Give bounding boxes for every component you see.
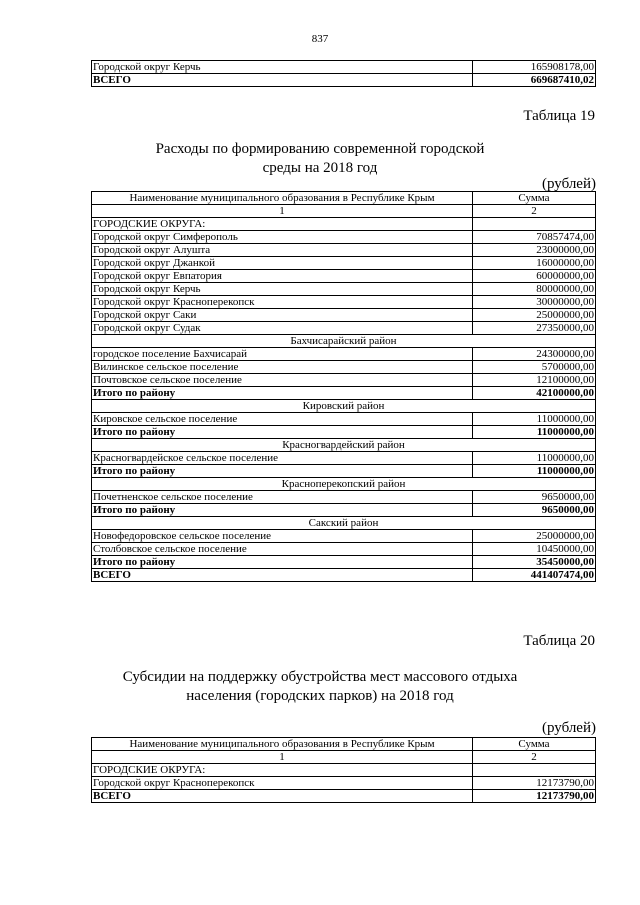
grand-total-row [92,569,596,582]
table19-title-line2: среды на 2018 год [262,160,378,176]
table-row [92,413,596,426]
row-name: Городской округ Керчь [92,283,473,296]
district-total-row [92,504,596,517]
grand-total-label: ВСЕГО [92,790,473,803]
row-name: Городской округ Саки [92,309,473,322]
district-name: Красноперекопский район [92,478,596,491]
row-value: 11000000,00 [473,452,596,465]
section-row [92,764,596,777]
row-value: 60000000,00 [473,270,596,283]
col2-header: Сумма [473,738,596,751]
total-row [92,74,596,87]
row-name: Почтовское сельское поселение [92,374,473,387]
table-row [92,348,596,361]
district-header [92,335,596,348]
district-total-row [92,556,596,569]
district-name: Кировский район [92,400,596,413]
table-row [92,543,596,556]
row-value: 25000000,00 [473,309,596,322]
table-row [92,231,596,244]
district-header [92,517,596,530]
row-name: Почетненское сельское поселение [92,491,473,504]
prev-table [91,60,596,87]
row-value: 27350000,00 [473,322,596,335]
table19-title-line1: Расходы по формированию современной городской [155,141,485,157]
total-value: 42100000,00 [473,387,596,400]
district-name: Красногвардейский район [92,439,596,452]
total-value: 35450000,00 [473,556,596,569]
table-row [92,452,596,465]
total-label: Итого по району [92,556,473,569]
district-total-row [92,387,596,400]
row-value: 165908178,00 [473,61,596,74]
table19 [91,191,596,582]
table20-label: Таблица 20 [523,633,595,649]
col1-header: Наименование муниципального образования в Республике Крым [92,738,473,751]
table20-units: (рублей) [541,720,596,736]
table-row [92,270,596,283]
section-label: ГОРОДСКИЕ ОКРУГА: [92,218,473,231]
district-total-row [92,465,596,478]
row-name: Городской округ Алушта [92,244,473,257]
table19-units: (рублей) [541,176,596,192]
col1-header: Наименование муниципального образования в Республике Крым [92,192,473,205]
row-value: 70857474,00 [473,231,596,244]
table-row [92,283,596,296]
header-row [92,738,596,751]
section-row [92,218,596,231]
row-name: Городской округ Евпатория [92,270,473,283]
row-name: Красногвардейское сельское поселение [92,452,473,465]
row-value: 12173790,00 [473,777,596,790]
row-value: 25000000,00 [473,530,596,543]
table20-title-line2: населения (городских парков) на 2018 год [186,688,454,704]
row-name: ВСЕГО [92,74,473,87]
table-row [92,296,596,309]
row-value: 23000000,00 [473,244,596,257]
row-value: 10450000,00 [473,543,596,556]
table-row [92,777,596,790]
district-name: Бахчисарайский район [92,335,596,348]
table-row [92,244,596,257]
row-value: 80000000,00 [473,283,596,296]
table-row [92,374,596,387]
total-label: Итого по району [92,465,473,478]
row-name: Городской округ Красноперекопск [92,296,473,309]
col2-number: 2 [473,751,596,764]
row-name: Городской округ Симферополь [92,231,473,244]
total-value: 11000000,00 [473,465,596,478]
table20-title-line1: Субсидии на поддержку обустройства мест массового отдыха [122,669,518,685]
empty-cell [473,218,596,231]
table-row [92,309,596,322]
district-header [92,478,596,491]
row-name: Городской округ Красноперекопск [92,777,473,790]
district-header [92,400,596,413]
header-row [92,192,596,205]
row-name: Вилинское сельское поселение [92,361,473,374]
row-value: 669687410,02 [473,74,596,87]
page-number: 837 [311,33,329,45]
row-name: Кировское сельское поселение [92,413,473,426]
row-value: 16000000,00 [473,257,596,270]
table-row [92,61,596,74]
column-number-row [92,205,596,218]
grand-total-value: 12173790,00 [473,790,596,803]
table19-label: Таблица 19 [523,108,595,124]
grand-total-value: 441407474,00 [473,569,596,582]
row-name: Городской округ Керчь [92,61,473,74]
grand-total-row [92,790,596,803]
district-name: Сакский район [92,517,596,530]
row-name: Городской округ Джанкой [92,257,473,270]
col2-number: 2 [473,205,596,218]
table-row [92,530,596,543]
district-header [92,439,596,452]
row-value: 30000000,00 [473,296,596,309]
total-label: Итого по району [92,426,473,439]
grand-total-label: ВСЕГО [92,569,473,582]
table-row [92,361,596,374]
total-label: Итого по району [92,504,473,517]
table-row [92,257,596,270]
table-row [92,322,596,335]
row-value: 11000000,00 [473,413,596,426]
col1-number: 1 [92,751,473,764]
total-value: 11000000,00 [473,426,596,439]
row-name: Новофедоровское сельское поселение [92,530,473,543]
row-value: 5700000,00 [473,361,596,374]
row-name: городское поселение Бахчисарай [92,348,473,361]
row-name: Столбовское сельское поселение [92,543,473,556]
row-value: 12100000,00 [473,374,596,387]
table-row [92,491,596,504]
empty-cell [473,764,596,777]
total-value: 9650000,00 [473,504,596,517]
row-value: 9650000,00 [473,491,596,504]
section-label: ГОРОДСКИЕ ОКРУГА: [92,764,473,777]
row-name: Городской округ Судак [92,322,473,335]
total-label: Итого по району [92,387,473,400]
column-number-row [92,751,596,764]
col2-header: Сумма [473,192,596,205]
table20 [91,737,596,803]
row-value: 24300000,00 [473,348,596,361]
district-total-row [92,426,596,439]
col1-number: 1 [92,205,473,218]
